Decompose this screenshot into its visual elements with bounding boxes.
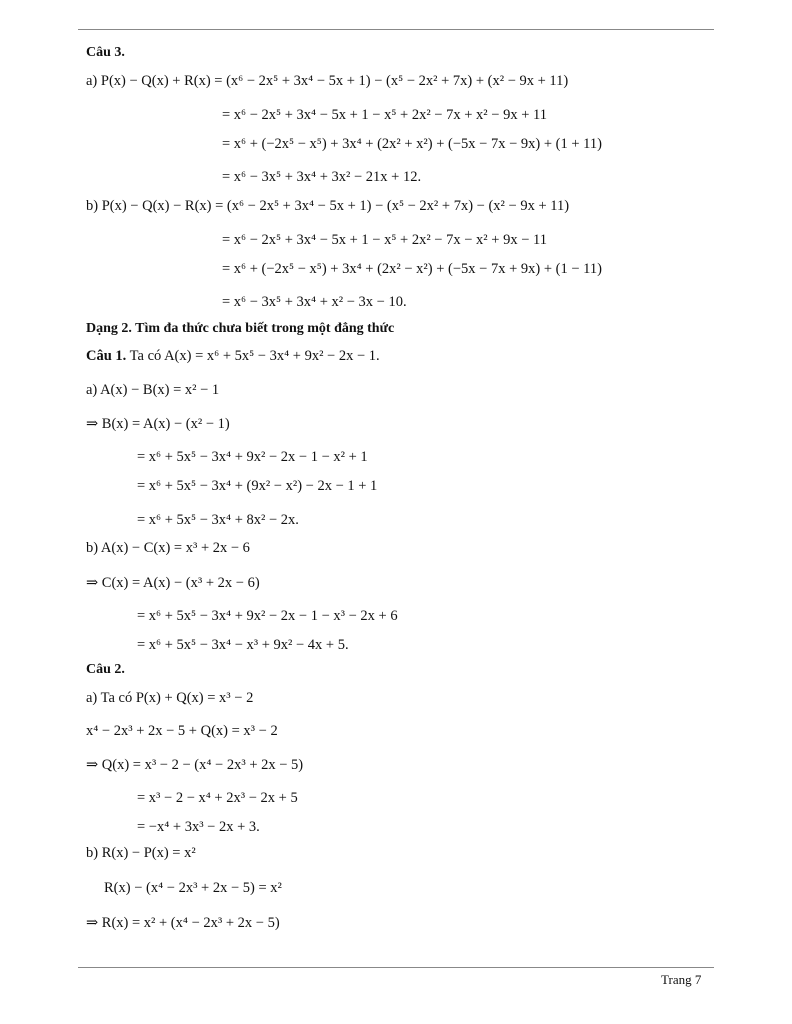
cau3b-step-2: = x⁶ + (−2x⁵ − x⁵) + 3x⁴ + (2x² − x²) + (−5x − 7x + 9x) + (1 − 11) [222,261,602,277]
cau1b-step-1: ⇒ C(x) = A(x) − (x³ + 2x − 6) [86,575,260,591]
cau2a-step-1: x⁴ − 2x³ + 2x − 5 + Q(x) = x³ − 2 [86,723,278,739]
section-cau-3-title: Câu 3. [86,45,125,60]
cau2b-step-1: R(x) − (x⁴ − 2x³ + 2x − 5) = x² [104,880,282,896]
cau1a-statement: a) A(x) − B(x) = x² − 1 [86,382,220,398]
cau1a-step-2: = x⁶ + 5x⁵ − 3x⁴ + 9x² − 2x − 1 − x² + 1 [137,449,368,465]
cau1a-step-3: = x⁶ + 5x⁵ − 3x⁴ + (9x² − x²) − 2x − 1 + 1 [137,478,378,494]
footer-rule [78,967,714,968]
cau2b-statement: b) R(x) − P(x) = x² [86,845,196,861]
cau2a-step-2: ⇒ Q(x) = x³ − 2 − (x⁴ − 2x³ + 2x − 5) [86,757,304,773]
cau1a-result: = x⁶ + 5x⁵ − 3x⁴ + 8x² − 2x. [137,512,299,528]
cau2a-statement: a) Ta có P(x) + Q(x) = x³ − 2 [86,690,254,706]
cau1b-result: = x⁶ + 5x⁵ − 3x⁴ − x³ + 9x² − 4x + 5. [137,637,349,653]
cau3a-step-2: = x⁶ + (−2x⁵ − x⁵) + 3x⁴ + (2x² + x²) + (−5x − 7x − 9x) + (1 + 11) [222,136,602,152]
cau3a-result: = x⁶ − 3x⁵ + 3x⁴ + 3x² − 21x + 12. [222,169,422,185]
cau1-given [86,347,380,365]
cau2a-result: = −x⁴ + 3x³ − 2x + 3. [137,819,260,835]
page-number: Trang 7 [661,972,702,987]
cau2b-step-2: ⇒ R(x) = x² + (x⁴ − 2x³ + 2x − 5) [86,915,280,931]
question-text: Ta có A(x) = x⁶ + 5x⁵ − 3x⁴ + 9x² − 2x − 1. [126,348,380,364]
header-rule [78,29,714,30]
cau1b-step-2: = x⁶ + 5x⁵ − 3x⁴ + 9x² − 2x − 1 − x³ − 2x + 6 [137,608,398,624]
cau3a-statement: a) P(x) − Q(x) + R(x) = (x⁶ − 2x⁵ + 3x⁴ − 5x + 1) − (x⁵ − 2x² + 7x) + (x² − 9x + 11) [86,73,569,89]
cau3b-result: = x⁶ − 3x⁵ + 3x⁴ + x² − 3x − 10. [222,294,407,310]
cau3b-statement: b) P(x) − Q(x) − R(x) = (x⁶ − 2x⁵ + 3x⁴ − 5x + 1) − (x⁵ − 2x² + 7x) − (x² − 9x + 11) [86,198,570,214]
cau1a-step-1: ⇒ B(x) = A(x) − (x² − 1) [86,416,230,432]
cau2a-step-3: = x³ − 2 − x⁴ + 2x³ − 2x + 5 [137,790,298,806]
question-label: Câu 1. [86,348,127,364]
cau3a-step-1: = x⁶ − 2x⁵ + 3x⁴ − 5x + 1 − x⁵ + 2x² − 7x + x² − 9x + 11 [222,107,547,123]
cau1b-statement: b) A(x) − C(x) = x³ + 2x − 6 [86,540,250,556]
dang-2-title: Dạng 2. Tìm đa thức chưa biết trong một đẳng thức [86,321,395,336]
cau3b-step-1: = x⁶ − 2x⁵ + 3x⁴ − 5x + 1 − x⁵ + 2x² − 7x − x² + 9x − 11 [222,232,547,248]
section-cau-2-title: Câu 2. [86,662,125,677]
